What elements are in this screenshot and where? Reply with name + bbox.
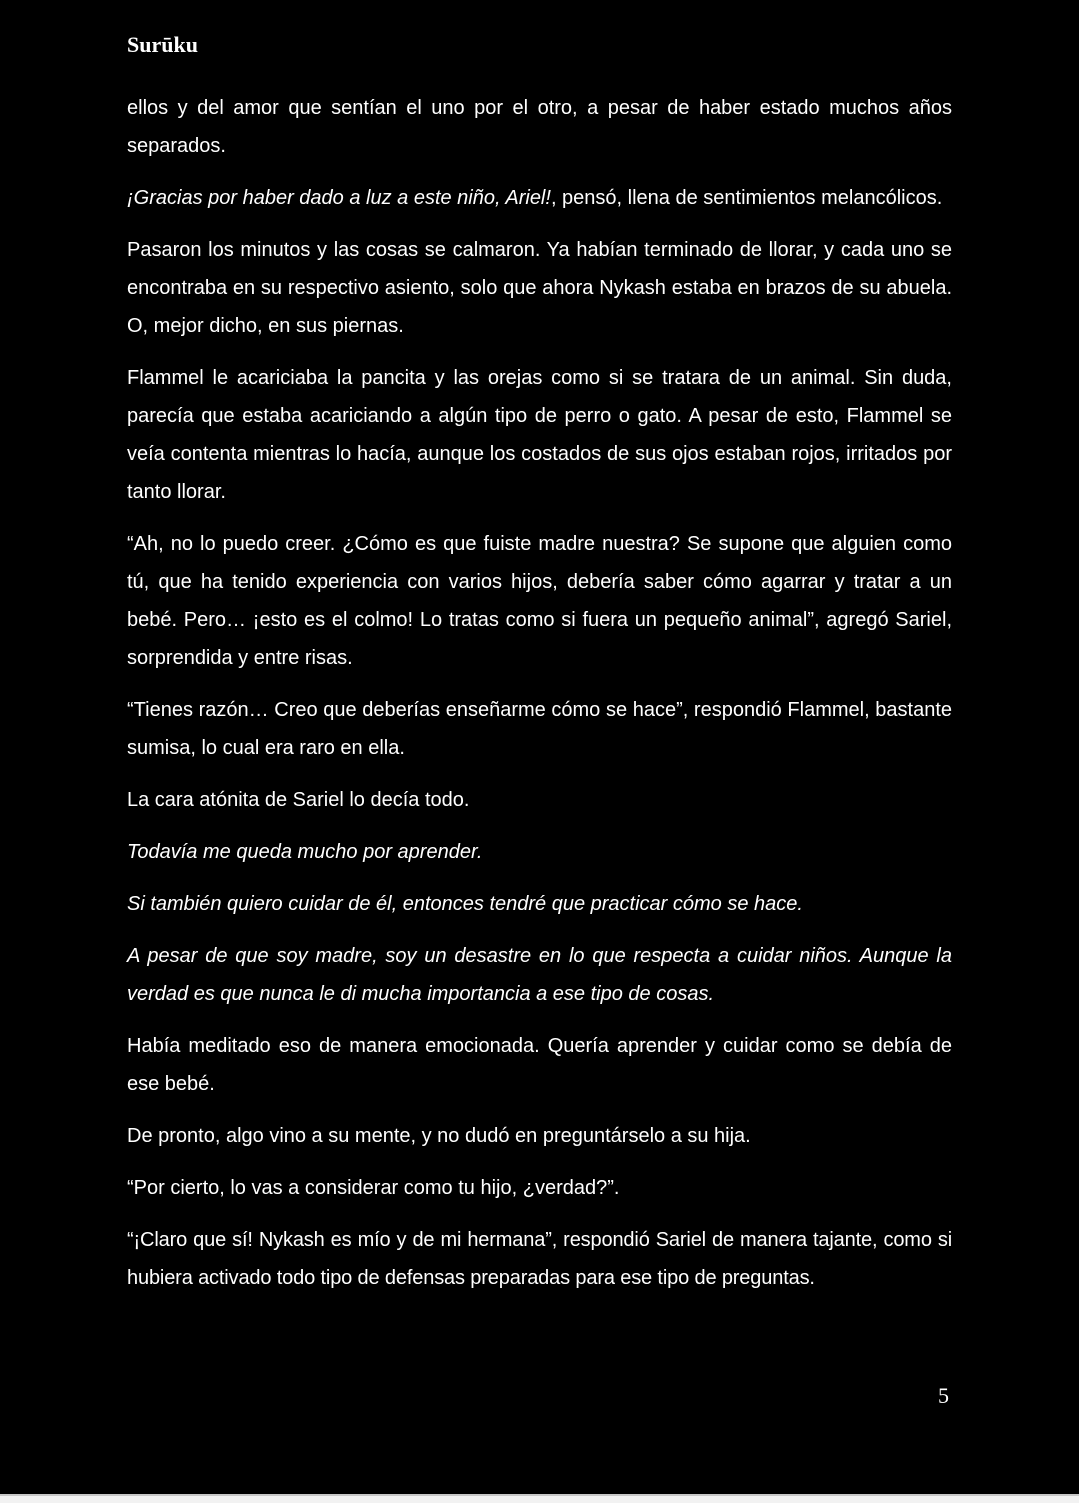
viewer-bottom-edge [0, 1494, 1079, 1503]
paragraph [127, 179, 952, 217]
paragraph: La cara atónita de Sariel lo decía todo. [127, 789, 470, 811]
running-header: Surūku [127, 32, 198, 57]
paragraph-text: , pensó, llena de sentimientos melancólicos. [550, 187, 943, 209]
paragraph: “¡Claro que sí! Nykash es mío y de mi hermana”, respondió Sariel de manera tajante, como si hubiera activado todo tipo de defensas preparadas para ese tipo de preguntas. [127, 1229, 952, 1289]
italic-paragraph [127, 937, 952, 1013]
italic-thought: ¡Gracias por haber dado a luz a este niño, Ariel! [127, 187, 551, 209]
italic-paragraph [127, 833, 952, 871]
page-number: 5 [938, 1383, 949, 1408]
paragraph: “Por cierto, lo vas a considerar como tu hijo, ¿verdad?”. [127, 1177, 620, 1199]
paragraph: “Ah, no lo puedo creer. ¿Cómo es que fuiste madre nuestra? Se supone que alguien como tú, que ha tenido experiencia con varios hijos, debería saber cómo agarrar y tratar a un bebé. Pero… ¡esto es el colmo! Lo tratas como si fuera un pequeño animal”, agregó Sariel, sorprendida y entre risas. [127, 533, 952, 669]
paragraph: De pronto, algo vino a su mente, y no dudó en preguntárselo a su hija. [127, 1125, 751, 1147]
paragraph: Había meditado eso de manera emocionada. Quería aprender y cuidar como se debía de ese bebé. [127, 1035, 952, 1095]
paragraph: ellos y del amor que sentían el uno por el otro, a pesar de haber estado muchos años separados. [127, 97, 952, 157]
paragraph: “Tienes razón… Creo que deberías enseñarme cómo se hace”, respondió Flammel, bastante sumisa, lo cual era raro en ella. [127, 699, 952, 759]
paragraph: Pasaron los minutos y las cosas se calmaron. Ya habían terminado de llorar, y cada uno se encontraba en su respectivo asiento, solo que ahora Nykash estaba en brazos de su abuela. O, mejor dicho, en sus piernas. [127, 239, 952, 337]
italic-thought: Si también quiero cuidar de él, entonces tendré que practicar cómo se hace. [127, 893, 803, 915]
italic-paragraph [127, 885, 952, 923]
italic-thought: A pesar de que soy madre, soy un desastre en lo que respecta a cuidar niños. Aunque la verdad es que nunca le di mucha importancia a ese tipo de cosas. [127, 945, 952, 1005]
paragraph: Flammel le acariciaba la pancita y las orejas como si se tratara de un animal. Sin duda, parecía que estaba acariciando a algún tipo de perro o gato. A pesar de esto, Flammel se veía contenta mientras lo hacía, aunque los costados de sus ojos estaban rojos, irritados por tanto llorar. [127, 367, 952, 503]
italic-thought: Todavía me queda mucho por aprender. [127, 841, 483, 863]
page-body [127, 89, 952, 1311]
